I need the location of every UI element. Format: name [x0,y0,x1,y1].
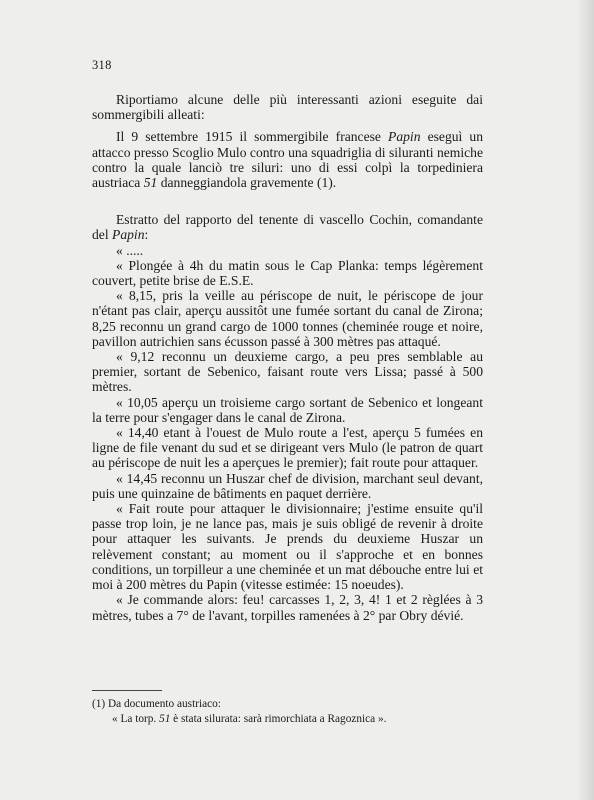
intro-paragraph: Riportiamo alcune delle più interessanti azioni eseguite dai sommergibili alleati: [92,92,483,123]
report-paragraph: « 14,40 etant à l'ouest de Mulo route a l'est, aperçu 5 fumées en ligne de file venant du sud et se dirigeant vers Mulo (le patron de quart au périscope de nuit les a aperçues le premier); fait route pour attaquer. [92,425,483,471]
report-paragraph: « Plongée à 4h du matin sous le Cap Planka: temps légèrement couvert, petite brise de E.S.E. [92,257,483,289]
papin-paragraph: Il 9 settembre 1915 il sommergibile francese Papin eseguì un attacco presso Scoglio Mulo contro una squadriglia di siluranti nemiche contro la quale lanciò tre siluri: uno di essi colpì la torpediniera austriaca 51 danneggiandola gravemente (1). [92,129,483,191]
report-paragraph: « Fait route pour attaquer le divisionnaire; j'estime ensuite qu'il passe trop loin, je ne lance pas, mais je suis obligé de revenir à droite pour attaquer les suivants. Je prends du deuxieme Huszar un relèvement constant; au moment ou il s'approche et en bonnes conditions, un torpilleur a une cheminée et un mat débouche entre lui et moi à 200 mètres du Papin (vitesse estimée: 15 noeudes). [92,501,483,593]
boat-number: 51 [143,175,158,191]
page-number: 318 [92,58,112,72]
page-edge-shadow [576,0,594,800]
report-intro: Estratto del rapporto del tenente di vascello Cochin, comandante del Papin: [92,212,483,243]
footnote-rule [92,690,162,691]
report-paragraph: « 10,05 aperçu un troisieme cargo sortant de Sebenico et longeant la terre pour s'engager dans le canal de Zirona. [92,394,483,425]
footnote [92,697,512,727]
ship-name: Papin [112,227,145,243]
footnote-line: (1) Da documento austriaco: [92,698,221,710]
body-text [92,92,483,623]
footnote-line: « La torp. 51 è stata silurata: sarà rimorchiata a Ragoznica ». [112,713,387,725]
report-paragraph: « Je commande alors: feu! carcasses 1, 2, 3, 4! 1 et 2 règlées à 3 mètres, tubes a 7° de l'avant, torpilles ramenées à 2° par Obry dévié. [92,592,483,623]
report-paragraph: « 14,45 reconnu un Huszar chef de division, marchant seul devant, puis une quinzaine de bâtiments en paquet derrière. [92,470,483,501]
ship-name: Papin [388,129,421,145]
quote-open: « ..... [116,242,144,258]
report-paragraph: « 9,12 reconnu un deuxieme cargo, a peu pres semblable au premier, sortant de Sebenico, faisant route vers Lissa; passé à 500 mètres. [92,349,483,395]
report-paragraph: « 8,15, pris la veille au périscope de nuit, le périscope de jour n'étant pas clair, aperçu aussitôt une fumée sortant du canal de Zirona; 8,25 reconnu un grand cargo de 1000 tonnes (cheminée rouge et noire, pavillon autrichien sans écusson passé à 300 mètres pas attaqué. [92,288,483,349]
